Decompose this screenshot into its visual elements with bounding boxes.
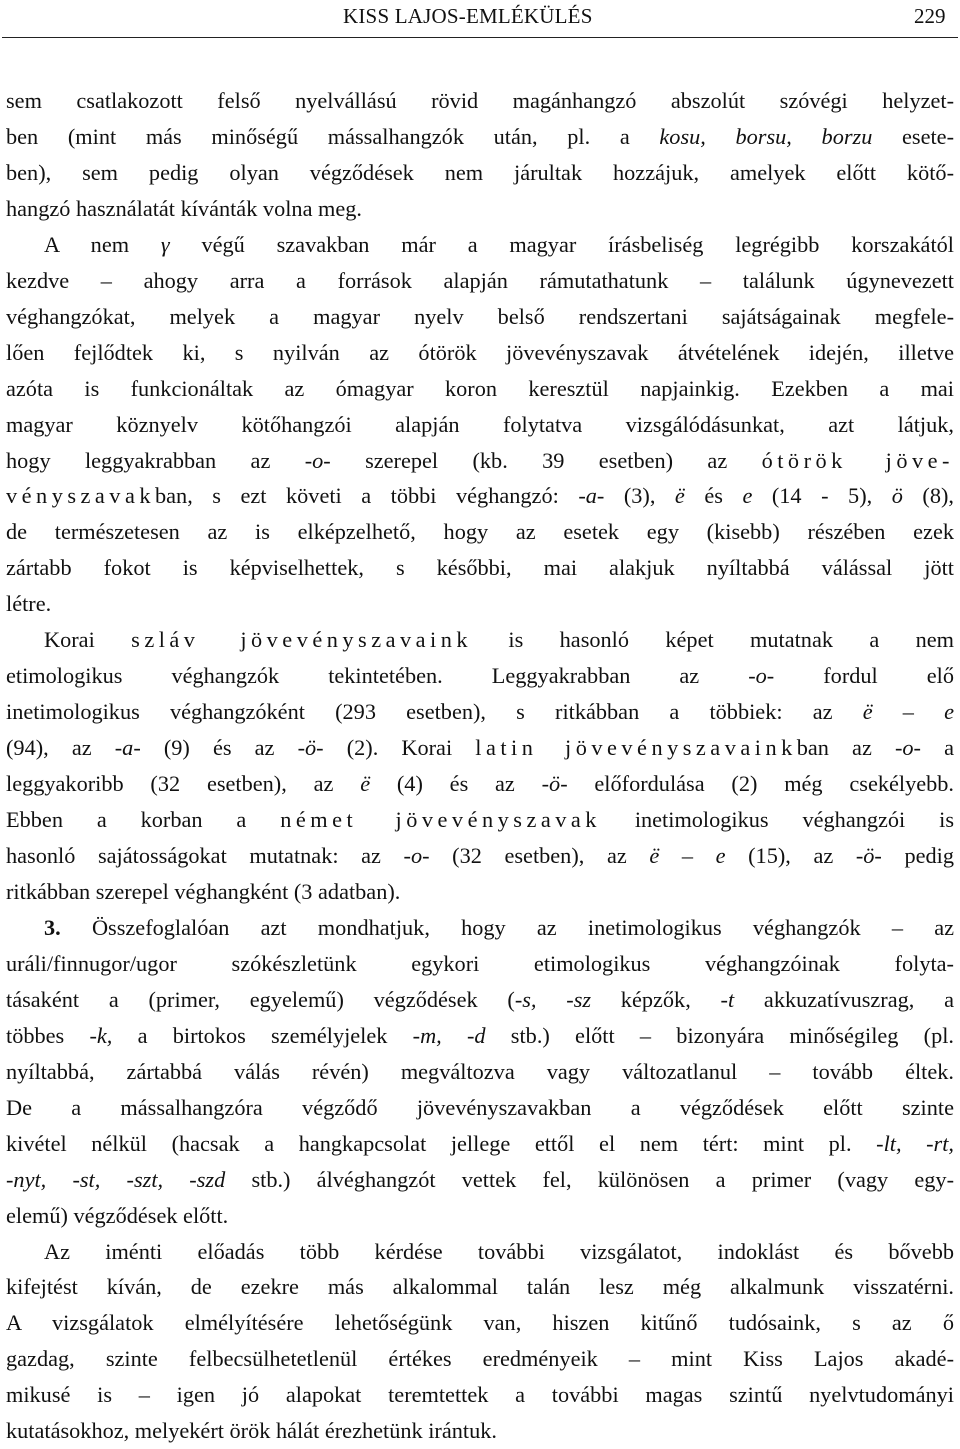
header-rule [2, 37, 958, 38]
text-line: magyar köznyelv kötőhangzói alapján folytatva vizsgálódásunkat, azt látjuk, [6, 411, 954, 437]
text-line: A vizsgálatok elmélyítésére lehetőségünk van, hiszen kitűnő tudósaink, s az ő [6, 1310, 954, 1336]
text-line: véghangzókat, melyek a magyar nyelv belső rendszertani sajátságainak megfele- [6, 303, 954, 329]
text-line: kifejtést kíván, de ezekre más alkalommal talán lesz még alkalmunk visszatérni. [6, 1274, 954, 1300]
text-line: elemű) végződések előtt. [6, 1202, 229, 1228]
page-number: 229 [914, 4, 946, 28]
text-line: kezdve – ahogy arra a források alapján rámutathatunk – találunk úgynevezett [6, 267, 954, 293]
text-line: zártabb fokot is képviselhettek, s későbbi, mai alakjuk nyíltabbá válással jött [6, 555, 954, 581]
text-line: gazdag, szinte felbecsülhetetlenül értékes eredményeik – mint Kiss Lajos akadé- [6, 1346, 954, 1372]
text-line: De a mássalhangzóra végződő jövevényszavakban a végződések előtt szinte [6, 1094, 954, 1120]
text-line: hogy leggyakrabban az -o- szerepel (kb. 39 esetben) az ótörök jöve- [6, 447, 954, 473]
text-line: uráli/finnugor/ugor szókészletünk egykori etimologikus véghangzóinak folyta- [6, 950, 954, 976]
text-line: lően fejlődtek ki, s nyilván az ótörök jövevényszavak átvételének idején, illetve [6, 339, 954, 365]
text-line: inetimologikus véghangzóként (293 esetben), s ritkábban a többiek: az ë – e [6, 699, 954, 725]
text-line: ritkábban szerepel véghangként (3 adatban). [6, 878, 401, 904]
text-line: 3. Összefoglalóan azt mondhatjuk, hogy az inetimologikus véghangzók – az [44, 914, 954, 940]
text-line: Az iménti előadás több kérdése további vizsgálatot, indoklást és bővebb [44, 1238, 954, 1264]
text-line: de természetesen az is elképzelhető, hogy az esetek egy (kisebb) részében ezek [6, 519, 954, 545]
text-line: többes -k, a birtokos személyjelek -m, -d stb.) előtt – bizonyára minőségileg (pl. [6, 1022, 955, 1048]
text-line: azóta is funkcionáltak az ómagyar koron keresztül napjainkig. Ezekben a mai [6, 375, 954, 401]
text-line: kivétel nélkül (hacsak a hangkapcsolat jellege ettől el nem tért: mint pl. -lt, -rt, [6, 1130, 954, 1156]
text-line: Ebben a korban a német jövevényszavak inetimologikus véghangzói is [6, 807, 954, 833]
body-text [6, 83, 954, 1449]
text-line: mikusé is – igen jó alapokat teremtettek a további magas szintű nyelvtudományi [6, 1382, 954, 1408]
text-line: ben (mint más minőségű mássalhangzók után, pl. a kosu, borsu, borzu esete- [6, 123, 954, 149]
text-line: hangzó használatát kívánták volna meg. [6, 195, 362, 221]
text-line: (94), az -a- (9) és az -ö- (2). Korai latin jövevényszavainkban az -o- a [6, 735, 954, 761]
running-header [0, 0, 960, 40]
text-line: kutatásokhoz, melyekért örök hálát érezhetünk irántuk. [6, 1418, 497, 1444]
text-line: tásaként a (primer, egyelemű) végződések (-s, -sz képzők, -t akkuzatívuszrag, a [6, 986, 955, 1012]
text-line: nyíltabbá, zártabbá válás révén) megváltozva vagy változatlanul – tovább éltek. [6, 1058, 954, 1084]
text-line: Korai szláv jövevényszavaink is hasonló képet mutatnak a nem [44, 627, 955, 653]
text-line: leggyakoribb (32 esetben), az ë (4) és az -ö- előfordulása (2) még csekélyebb. [6, 771, 954, 797]
text-line: sem csatlakozott felső nyelvállású rövid magánhangzó abszolút szóvégi helyzet- [6, 88, 954, 113]
text-line: ben), sem pedig olyan végződések nem járultak hozzájuk, amelyek előtt kötő- [6, 159, 954, 185]
text-line: -nyt, -st, -szt, -szd stb.) álvéghangzót vettek fel, különösen a primer (vagy egy- [6, 1166, 954, 1192]
header-title: KISS LAJOS-EMLÉKÜLÉS [343, 4, 593, 28]
text-line: vényszavakban, s ezt követi a többi véghangzó: -a- (3), ë és e (14 - 5), ö (8), [6, 483, 954, 509]
text-line: etimologikus véghangzók tekintetében. Leggyakrabban az -o- fordul elő [6, 663, 954, 689]
text-line: hasonló sajátosságokat mutatnak: az -o- (32 esetben), az ë – e (15), az -ö- pedig [6, 843, 954, 869]
text-line: A nem γ végű szavakban már a magyar írásbeliség legrégibb korszakától [44, 231, 954, 257]
text-line: létre. [6, 591, 52, 617]
